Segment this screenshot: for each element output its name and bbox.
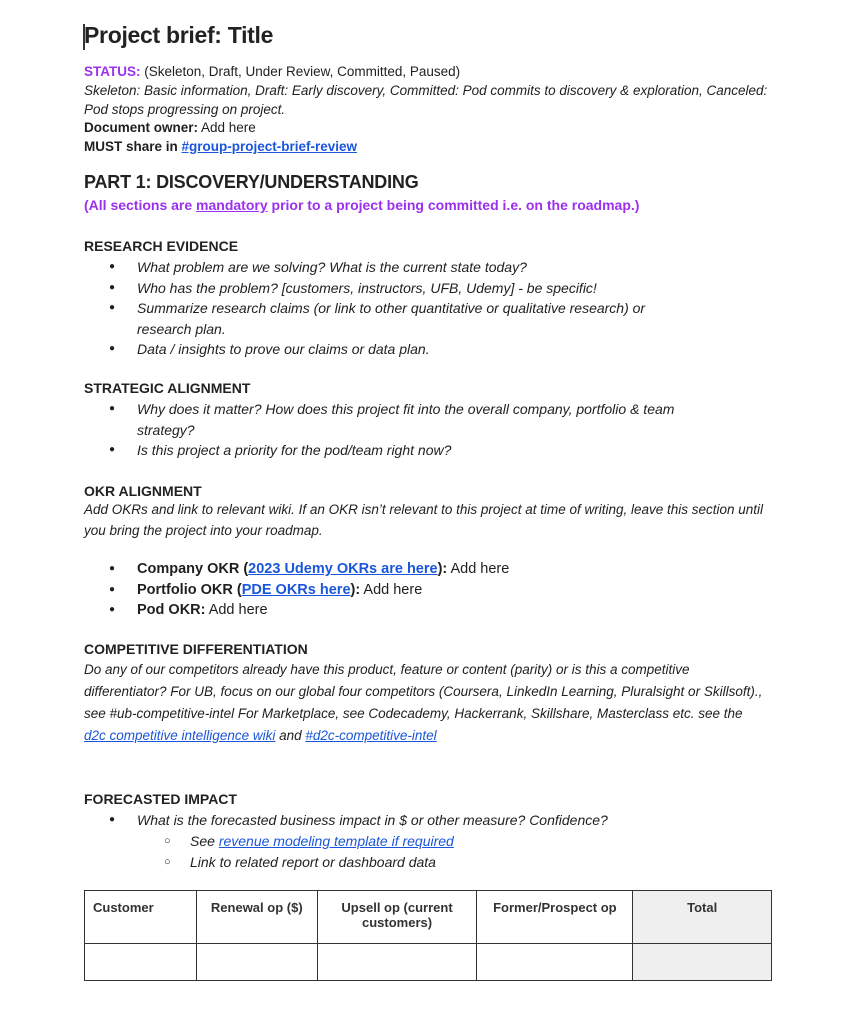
company-okr-link[interactable]: 2023 Udemy OKRs are here (248, 561, 438, 577)
status-label: STATUS: (84, 64, 141, 79)
list-item: ● Why does it matter? How does this project fit into the overall company, portfolio & team strategy? (84, 399, 744, 440)
status-options: (Skeleton, Draft, Under Review, Committed, Paused) (140, 64, 461, 79)
part1-note-post: prior to a project being committed i.e. on the roadmap.) (267, 197, 640, 213)
okr-list (84, 559, 744, 621)
share-channel-link[interactable]: #group-project-brief-review (181, 139, 358, 154)
share-line (84, 138, 357, 156)
forecast-sublist (84, 831, 744, 872)
strategic-heading: STRATEGIC ALIGNMENT (84, 380, 251, 396)
header-customer: Customer (85, 891, 197, 944)
document-title[interactable]: Project brief: Title (84, 22, 274, 48)
research-list (84, 257, 744, 360)
list-item: ● What problem are we solving? What is the current state today? (84, 257, 744, 278)
status-description-1: Skeleton: Basic information, Draft: Early discovery, Committed: Pod commits to discovery & exploration, Canceled: (84, 83, 768, 98)
list-item-pod-okr: ● Pod OKR: Add here (84, 600, 744, 621)
cell-upsell[interactable] (317, 944, 477, 981)
owner-value[interactable]: Add here (198, 120, 256, 135)
list-item: ● Summarize research claims (or link to other quantitative or qualitative research) or research plan. (84, 298, 744, 339)
cell-total[interactable] (633, 944, 772, 981)
list-item-company-okr: ● Company OKR (2023 Udemy OKRs are here): Add here (84, 559, 744, 580)
revenue-template-link[interactable]: revenue modeling template if required (218, 833, 454, 849)
header-upsell: Upsell op (current customers) (317, 891, 477, 944)
d2c-channel-link[interactable]: #d2c-competitive-intel (305, 728, 437, 743)
list-item: ● Who has the problem? [customers, instructors, UFB, Udemy] - be specific! (84, 278, 744, 299)
table-header-row (85, 891, 772, 944)
cell-customer[interactable] (85, 944, 197, 981)
owner-label: Document owner: (84, 120, 199, 135)
cell-former-prospect[interactable] (477, 944, 633, 981)
okr-description: Add OKRs and link to relevant wiki. If an OKR isn’t relevant to this project at time of writing, leave this section until you bring the project into your roadmap. (84, 502, 764, 538)
competitive-description: Do any of our competitors already have this product, feature or content (parity) or is this a competitive differentiator? For UB, focus on our global four competitors (Coursera, LinkedIn Learning, Pluralsight or Skillsoft)., see #ub-competitive-intel For Marketplace, see Codecademy, Hackerrank, Skillshare, Masterclass etc. see the d2c competitive intelligence wiki and #d2c-competitive-intel (84, 662, 763, 743)
forecast-heading: FORECASTED IMPACT (84, 791, 237, 807)
status-description-2: Pod stops progressing on project. (84, 102, 286, 117)
forecast-table (84, 890, 772, 981)
part1-note-pre: (All sections are (84, 197, 197, 213)
d2c-wiki-link[interactable]: d2c competitive intelligence wiki (84, 728, 276, 743)
status-line (84, 63, 460, 81)
owner-line (84, 119, 256, 137)
okr-heading: OKR ALIGNMENT (84, 483, 202, 499)
cell-renewal[interactable] (196, 944, 317, 981)
part1-note-mandatory: mandatory (196, 197, 268, 213)
share-label: MUST share in (84, 139, 182, 154)
list-item: ● Is this project a priority for the pod/team right now? (84, 440, 744, 461)
table-row (85, 944, 772, 981)
research-heading: RESEARCH EVIDENCE (84, 238, 239, 254)
part1-heading: PART 1: DISCOVERY/UNDERSTANDING (84, 172, 419, 192)
header-renewal: Renewal op ($) (196, 891, 317, 944)
competitive-heading: COMPETITIVE DIFFERENTIATION (84, 641, 308, 657)
list-item: ● What is the forecasted business impact in $ or other measure? Confidence? (84, 810, 744, 831)
list-item-portfolio-okr: ● Portfolio OKR (PDE OKRs here): Add here (84, 580, 744, 601)
portfolio-okr-link[interactable]: PDE OKRs here (241, 581, 351, 598)
header-former-prospect: Former/Prospect op (477, 891, 633, 944)
list-item: ● Data / insights to prove our claims or data plan. (84, 339, 744, 360)
header-total: Total (633, 891, 772, 944)
list-item: ○ Link to related report or dashboard data (84, 852, 744, 873)
list-item: ○ See revenue modeling template if required (84, 831, 744, 852)
forecast-list (84, 810, 744, 831)
strategic-list (84, 399, 744, 461)
part1-note (84, 197, 639, 213)
